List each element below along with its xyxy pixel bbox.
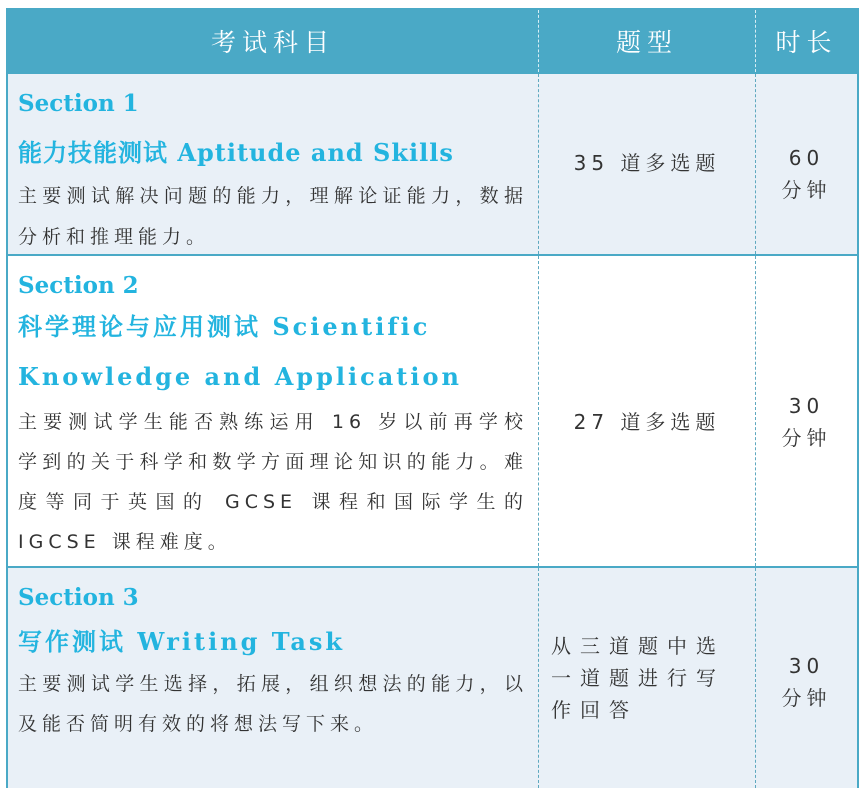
subject-cell: [8, 256, 538, 566]
header-question-type: 题型: [538, 10, 755, 72]
duration: [756, 142, 857, 206]
table-row: [8, 566, 857, 788]
table-header: [8, 10, 857, 72]
question-type-cell: [538, 256, 755, 566]
duration-value: 30: [788, 394, 825, 418]
duration-unit: 分钟: [781, 686, 832, 710]
question-type-cell: [538, 74, 755, 254]
duration-value: 30: [788, 654, 825, 678]
exam-table: [6, 8, 859, 788]
duration-value: 60: [788, 146, 825, 170]
section-description: 主要测试解决问题的能力，理解论证能力，数据分析和推理能力。: [18, 185, 528, 248]
question-type-cell: [538, 568, 755, 788]
section-label: Section 1: [18, 90, 139, 117]
duration-cell: [755, 568, 857, 788]
question-type: 27 道多选题: [573, 410, 721, 434]
subject-cell: [8, 74, 538, 254]
subject-cell: [8, 568, 538, 788]
question-type: 35 道多选题: [573, 151, 721, 175]
section-description: 主要测试学生能否熟练运用 16 岁以前再学校学到的关于科学和数学方面理论知识的能力。难度等同于英国的 GCSE 课程和国际学生的 IGCSE 课程难度。: [18, 411, 528, 553]
duration-cell: [755, 256, 857, 566]
section-title: 能力技能测试 Aptitude and Skills: [18, 138, 454, 167]
duration: [756, 390, 857, 454]
table-row: [8, 254, 857, 566]
duration: [756, 650, 857, 714]
duration-unit: 分钟: [781, 426, 832, 450]
table-row: [8, 72, 857, 254]
duration-cell: [755, 74, 857, 254]
section-label: Section 3: [18, 584, 139, 611]
header-subject: 考试科目: [210, 28, 335, 57]
question-type: 从三道题中选一道题进行写作回答: [551, 634, 725, 722]
header-duration: 时长: [755, 10, 857, 72]
section-label: Section 2: [18, 272, 139, 299]
duration-unit: 分钟: [781, 178, 832, 202]
section-description: 主要测试学生选择，拓展，组织想法的能力，以及能否简明有效的将想法写下来。: [18, 673, 528, 735]
section-title: 科学理论与应用测试 Scientific Knowledge and Application: [18, 312, 462, 391]
section-title: 写作测试 Writing Task: [18, 627, 346, 656]
